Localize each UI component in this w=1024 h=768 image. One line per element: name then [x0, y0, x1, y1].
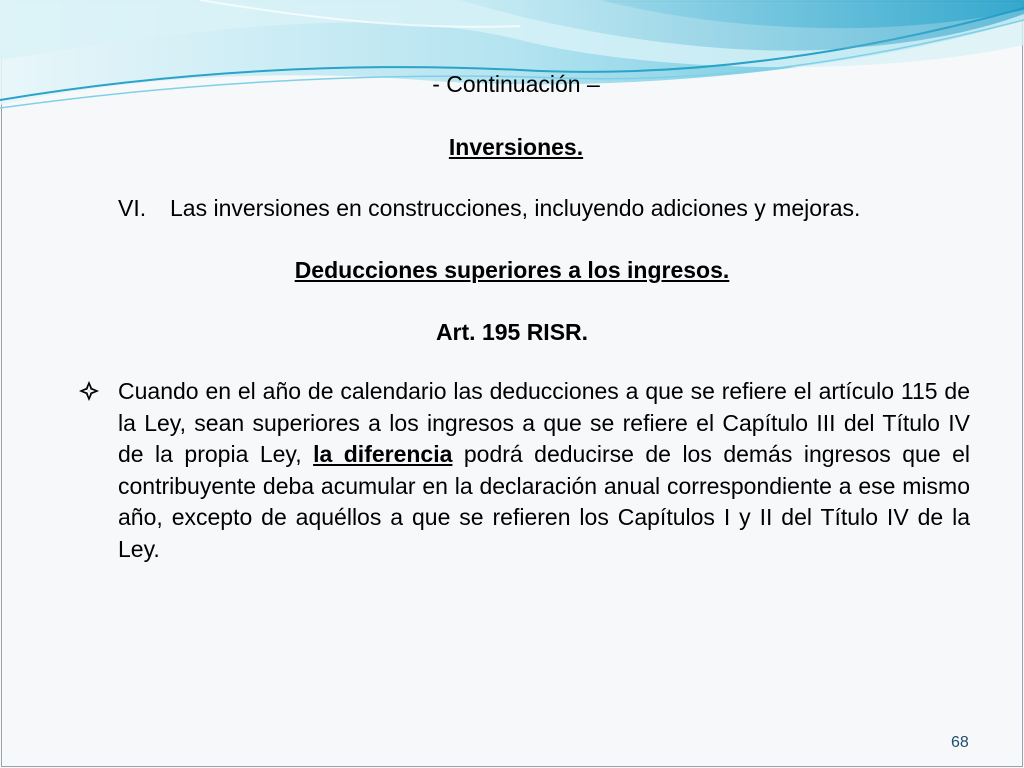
- deductions-heading: Deducciones superiores a los ingresos.: [294, 257, 730, 283]
- investments-heading: Inversiones.: [448, 134, 584, 160]
- diamond-bullet-icon: [78, 380, 100, 402]
- item-vi-number: VI.: [118, 195, 147, 221]
- article-heading: Art. 195 RISR.: [435, 319, 589, 345]
- item-vi-text: Las inversiones en construcciones, incluyendo adiciones y mejoras.: [170, 195, 861, 221]
- continuation-label: - Continuación –: [432, 71, 600, 97]
- article-paragraph: [118, 376, 970, 565]
- item-vi: [118, 194, 860, 222]
- paragraph-text-2: podrá deducirse de los demás ingresos que el contribuyente deba acumular en la declaración anual correspondiente a ese mismo año, excepto de aquéllos a que se refieren los Capítulos I y II del Título IV de la Ley.: [118, 441, 970, 562]
- paragraph-emphasis: la diferencia: [313, 441, 453, 467]
- paragraph-text-1: Cuando en el año de calendario las deducciones a que se refiere el artículo 115 de la Ley, sean superiores a los ingresos a que se refiere el Capítulo III del Título IV de la propia Ley,: [118, 378, 970, 467]
- header-waves-decoration: [0, 0, 1024, 120]
- page-number: 68: [951, 734, 969, 751]
